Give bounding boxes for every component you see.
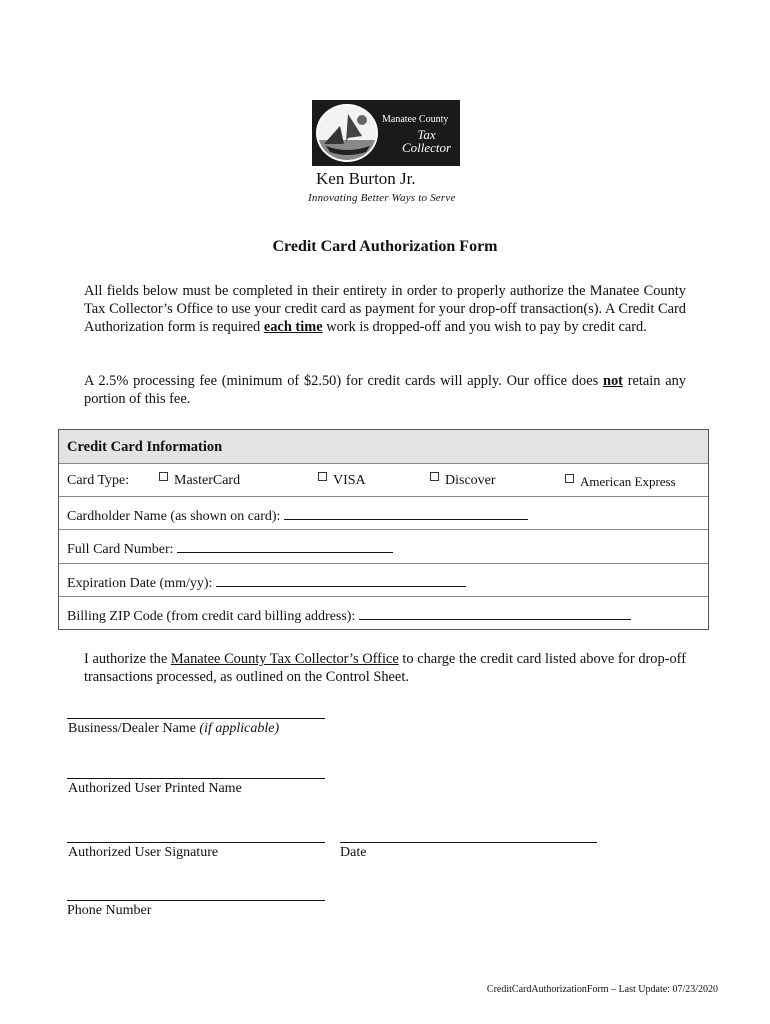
intro-paragraph [84, 282, 686, 336]
footer-revision: CreditCardAuthorizationForm – Last Update: 07/23/2020 [486, 984, 718, 995]
logo-tax-word: Tax [417, 127, 436, 142]
business-name-text: Business/Dealer Name [68, 721, 200, 736]
card-option-mastercard[interactable] [159, 473, 240, 489]
form-title: Credit Card Authorization Form [272, 238, 498, 255]
business-name-note: (if applicable) [199, 721, 280, 736]
card-number-row [59, 529, 708, 563]
fee-paragraph [84, 372, 686, 408]
card-number-field[interactable] [67, 539, 393, 558]
cardholder-name-label: Cardholder Name (as shown on card): [67, 509, 281, 524]
checkbox-icon[interactable] [430, 472, 439, 481]
tax-collector-logo [308, 100, 462, 208]
county-seal-icon [316, 104, 378, 162]
authorization-paragraph [84, 650, 686, 686]
card-number-label: Full Card Number: [67, 542, 174, 557]
billing-zip-line[interactable] [359, 606, 631, 620]
card-option-label: American Express [580, 474, 676, 489]
business-name-line[interactable] [67, 718, 325, 719]
credit-card-info-table [58, 429, 709, 630]
checkbox-icon[interactable] [565, 474, 574, 483]
checkbox-icon[interactable] [318, 472, 327, 481]
card-option-discover[interactable] [430, 473, 496, 489]
billing-zip-row [59, 596, 708, 630]
checkbox-icon[interactable] [159, 472, 168, 481]
credit-card-info-header: Credit Card Information [59, 430, 708, 464]
date-label: Date [340, 845, 367, 860]
authorize-text-before: I authorize the [84, 651, 171, 667]
authorize-office-name: Manatee County Tax Collector’s Office [170, 651, 399, 667]
card-type-label: Card Type: [67, 473, 130, 488]
cardholder-name-field[interactable] [67, 506, 528, 525]
fee-text-after: retain any portion of this fee. [84, 373, 687, 407]
business-name-label [68, 721, 279, 737]
logo-name: Ken Burton Jr. [316, 169, 416, 188]
card-option-label: MasterCard [174, 473, 241, 488]
logo-county-text: Manatee County [382, 114, 449, 125]
card-option-label: VISA [333, 473, 366, 488]
signature-label: Authorized User Signature [68, 845, 219, 860]
card-option-visa[interactable] [318, 473, 366, 489]
card-option-label: Discover [445, 473, 496, 488]
logo-tax-collector-text [402, 128, 451, 154]
fee-text-before: A 2.5% processing fee (minimum of $2.50) for credit cards will apply. Our office does [84, 373, 603, 389]
printed-name-label: Authorized User Printed Name [68, 781, 242, 796]
expiration-date-label: Expiration Date (mm/yy): [67, 576, 213, 591]
signature-line[interactable] [67, 842, 325, 843]
phone-number-line[interactable] [67, 900, 325, 901]
logo-slogan: Innovating Better Ways to Serve [308, 192, 456, 204]
cardholder-name-row [59, 496, 708, 529]
card-number-line[interactable] [177, 539, 393, 553]
date-line[interactable] [340, 842, 597, 843]
billing-zip-field[interactable] [67, 606, 631, 625]
authorize-text-after: to charge the credit card listed above for drop-off transactions processed, as outlined on the Control Sheet. [84, 651, 687, 685]
printed-name-line[interactable] [67, 778, 325, 779]
intro-text-after: work is dropped-off and you wish to pay by credit card. [322, 319, 647, 335]
billing-zip-label: Billing ZIP Code (from credit card billing address): [67, 609, 356, 624]
logo-collector-word: Collector [402, 140, 452, 155]
phone-number-label: Phone Number [67, 903, 152, 918]
intro-emphasis: each time [263, 319, 323, 335]
fee-emphasis: not [602, 373, 623, 389]
expiration-date-field[interactable] [67, 573, 466, 592]
cardholder-name-line[interactable] [284, 506, 528, 520]
intro-text-before: All fields below must be completed in their entirety in order to properly authorize the Manatee County Tax Collector’s Office to use your credit card as payment for your drop-off transaction(s). A Credit Card Authorization form is required [84, 283, 686, 335]
expiration-date-line[interactable] [216, 573, 466, 587]
logo-banner [312, 100, 460, 166]
card-type-row [59, 464, 708, 496]
card-option-american-express[interactable] [565, 474, 676, 490]
expiration-date-row [59, 563, 708, 596]
